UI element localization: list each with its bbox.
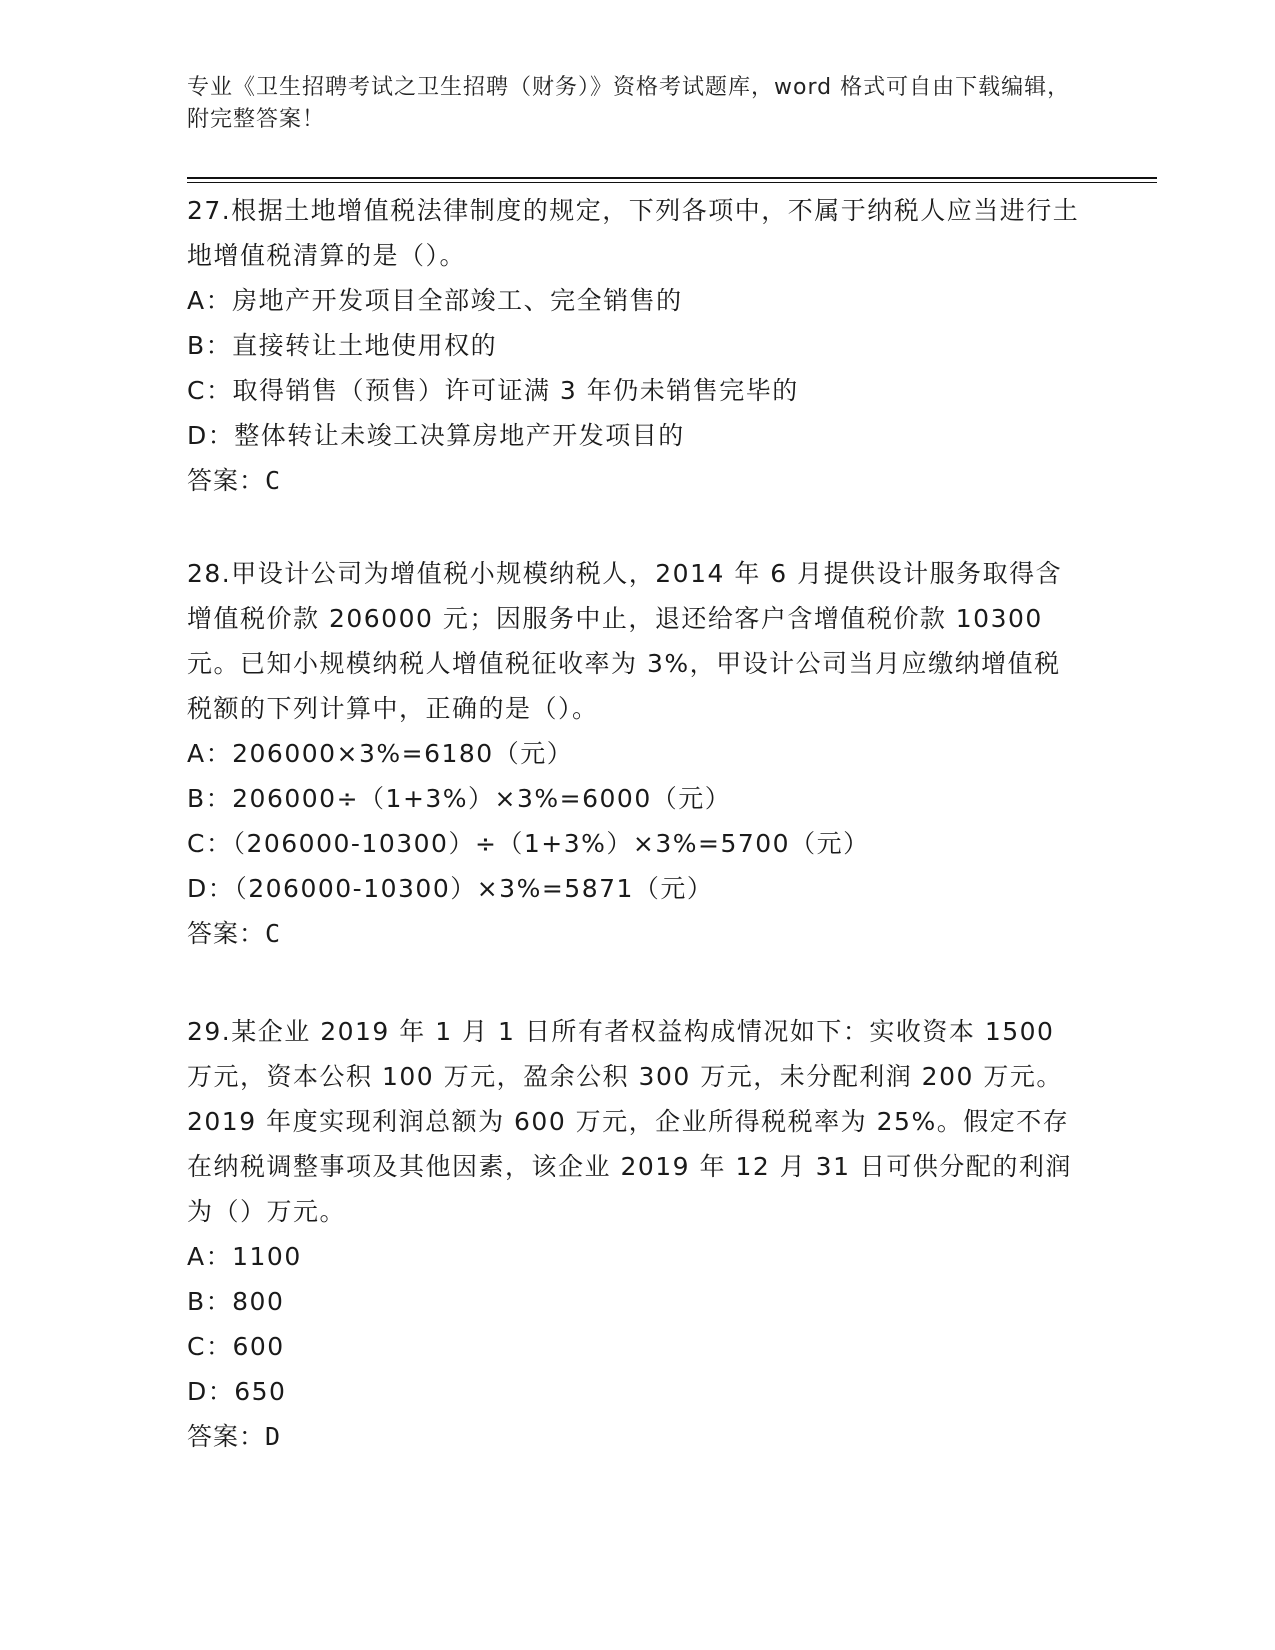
answer-label: 答案： bbox=[187, 1422, 266, 1451]
option-b: B：800 bbox=[187, 1287, 285, 1316]
question-28 bbox=[187, 551, 1087, 956]
answer-line bbox=[187, 458, 1087, 503]
option-a: A：206000×3%=6180（元） bbox=[187, 739, 574, 768]
option-a: A：房地产开发项目全部竣工、完全销售的 bbox=[187, 286, 683, 315]
question-29 bbox=[187, 1009, 1087, 1459]
option-b: B：直接转让土地使用权的 bbox=[187, 331, 498, 360]
option-c: C：取得销售（预售）许可证满 3 年仍未销售完毕的 bbox=[187, 376, 799, 405]
question-stem: 29.某企业 2019 年 1 月 1 日所有者权益构成情况如下：实收资本 1500 万元，资本公积 100 万元，盈余公积 300 万元，未分配利润 200 万元。2019 年度实现利润总额为 600 万元，企业所得税税率为 25%。假定不存在纳税调整事项及其他因素，该企业 2019 年 12 月 31 日可供分配的利润为（）万元。 bbox=[187, 1017, 1072, 1226]
header-note: 专业《卫生招聘考试之卫生招聘（财务）》资格考试题库，word 格式可自由下载编辑，附完整答案！ bbox=[187, 75, 1071, 132]
answer-line bbox=[187, 911, 1087, 956]
question-27 bbox=[187, 188, 1087, 503]
answer-label: 答案： bbox=[187, 466, 266, 495]
option-d: D：整体转让未竣工决算房地产开发项目的 bbox=[187, 421, 685, 450]
option-d: D：（206000-10300）×3%=5871（元） bbox=[187, 874, 714, 903]
option-c: C：600 bbox=[187, 1332, 285, 1361]
header-divider-thin bbox=[187, 182, 1157, 183]
option-b: B：206000÷（1+3%）×3%=6000（元） bbox=[187, 784, 732, 813]
answer-value: C bbox=[265, 466, 282, 495]
question-stem: 28.甲设计公司为增值税小规模纳税人，2014 年 6 月提供设计服务取得含增值税价款 206000 元；因服务中止，退还给客户含增值税价款 10300 元。已知小规模纳税人增值税征收率为 3%，甲设计公司当月应缴纳增值税税额的下列计算中，正确的是（）。 bbox=[187, 559, 1063, 723]
option-c: C：（206000-10300）÷（1+3%）×3%=5700（元） bbox=[187, 829, 870, 858]
answer-line bbox=[187, 1414, 1087, 1459]
option-a: A：1100 bbox=[187, 1242, 302, 1271]
answer-value: C bbox=[265, 919, 282, 948]
answer-label: 答案： bbox=[187, 919, 266, 948]
header-divider-thick bbox=[187, 177, 1157, 179]
option-d: D：650 bbox=[187, 1377, 287, 1406]
question-stem: 27.根据土地增值税法律制度的规定，下列各项中，不属于纳税人应当进行土地增值税清算的是（）。 bbox=[187, 196, 1080, 270]
answer-value: D bbox=[265, 1422, 282, 1451]
